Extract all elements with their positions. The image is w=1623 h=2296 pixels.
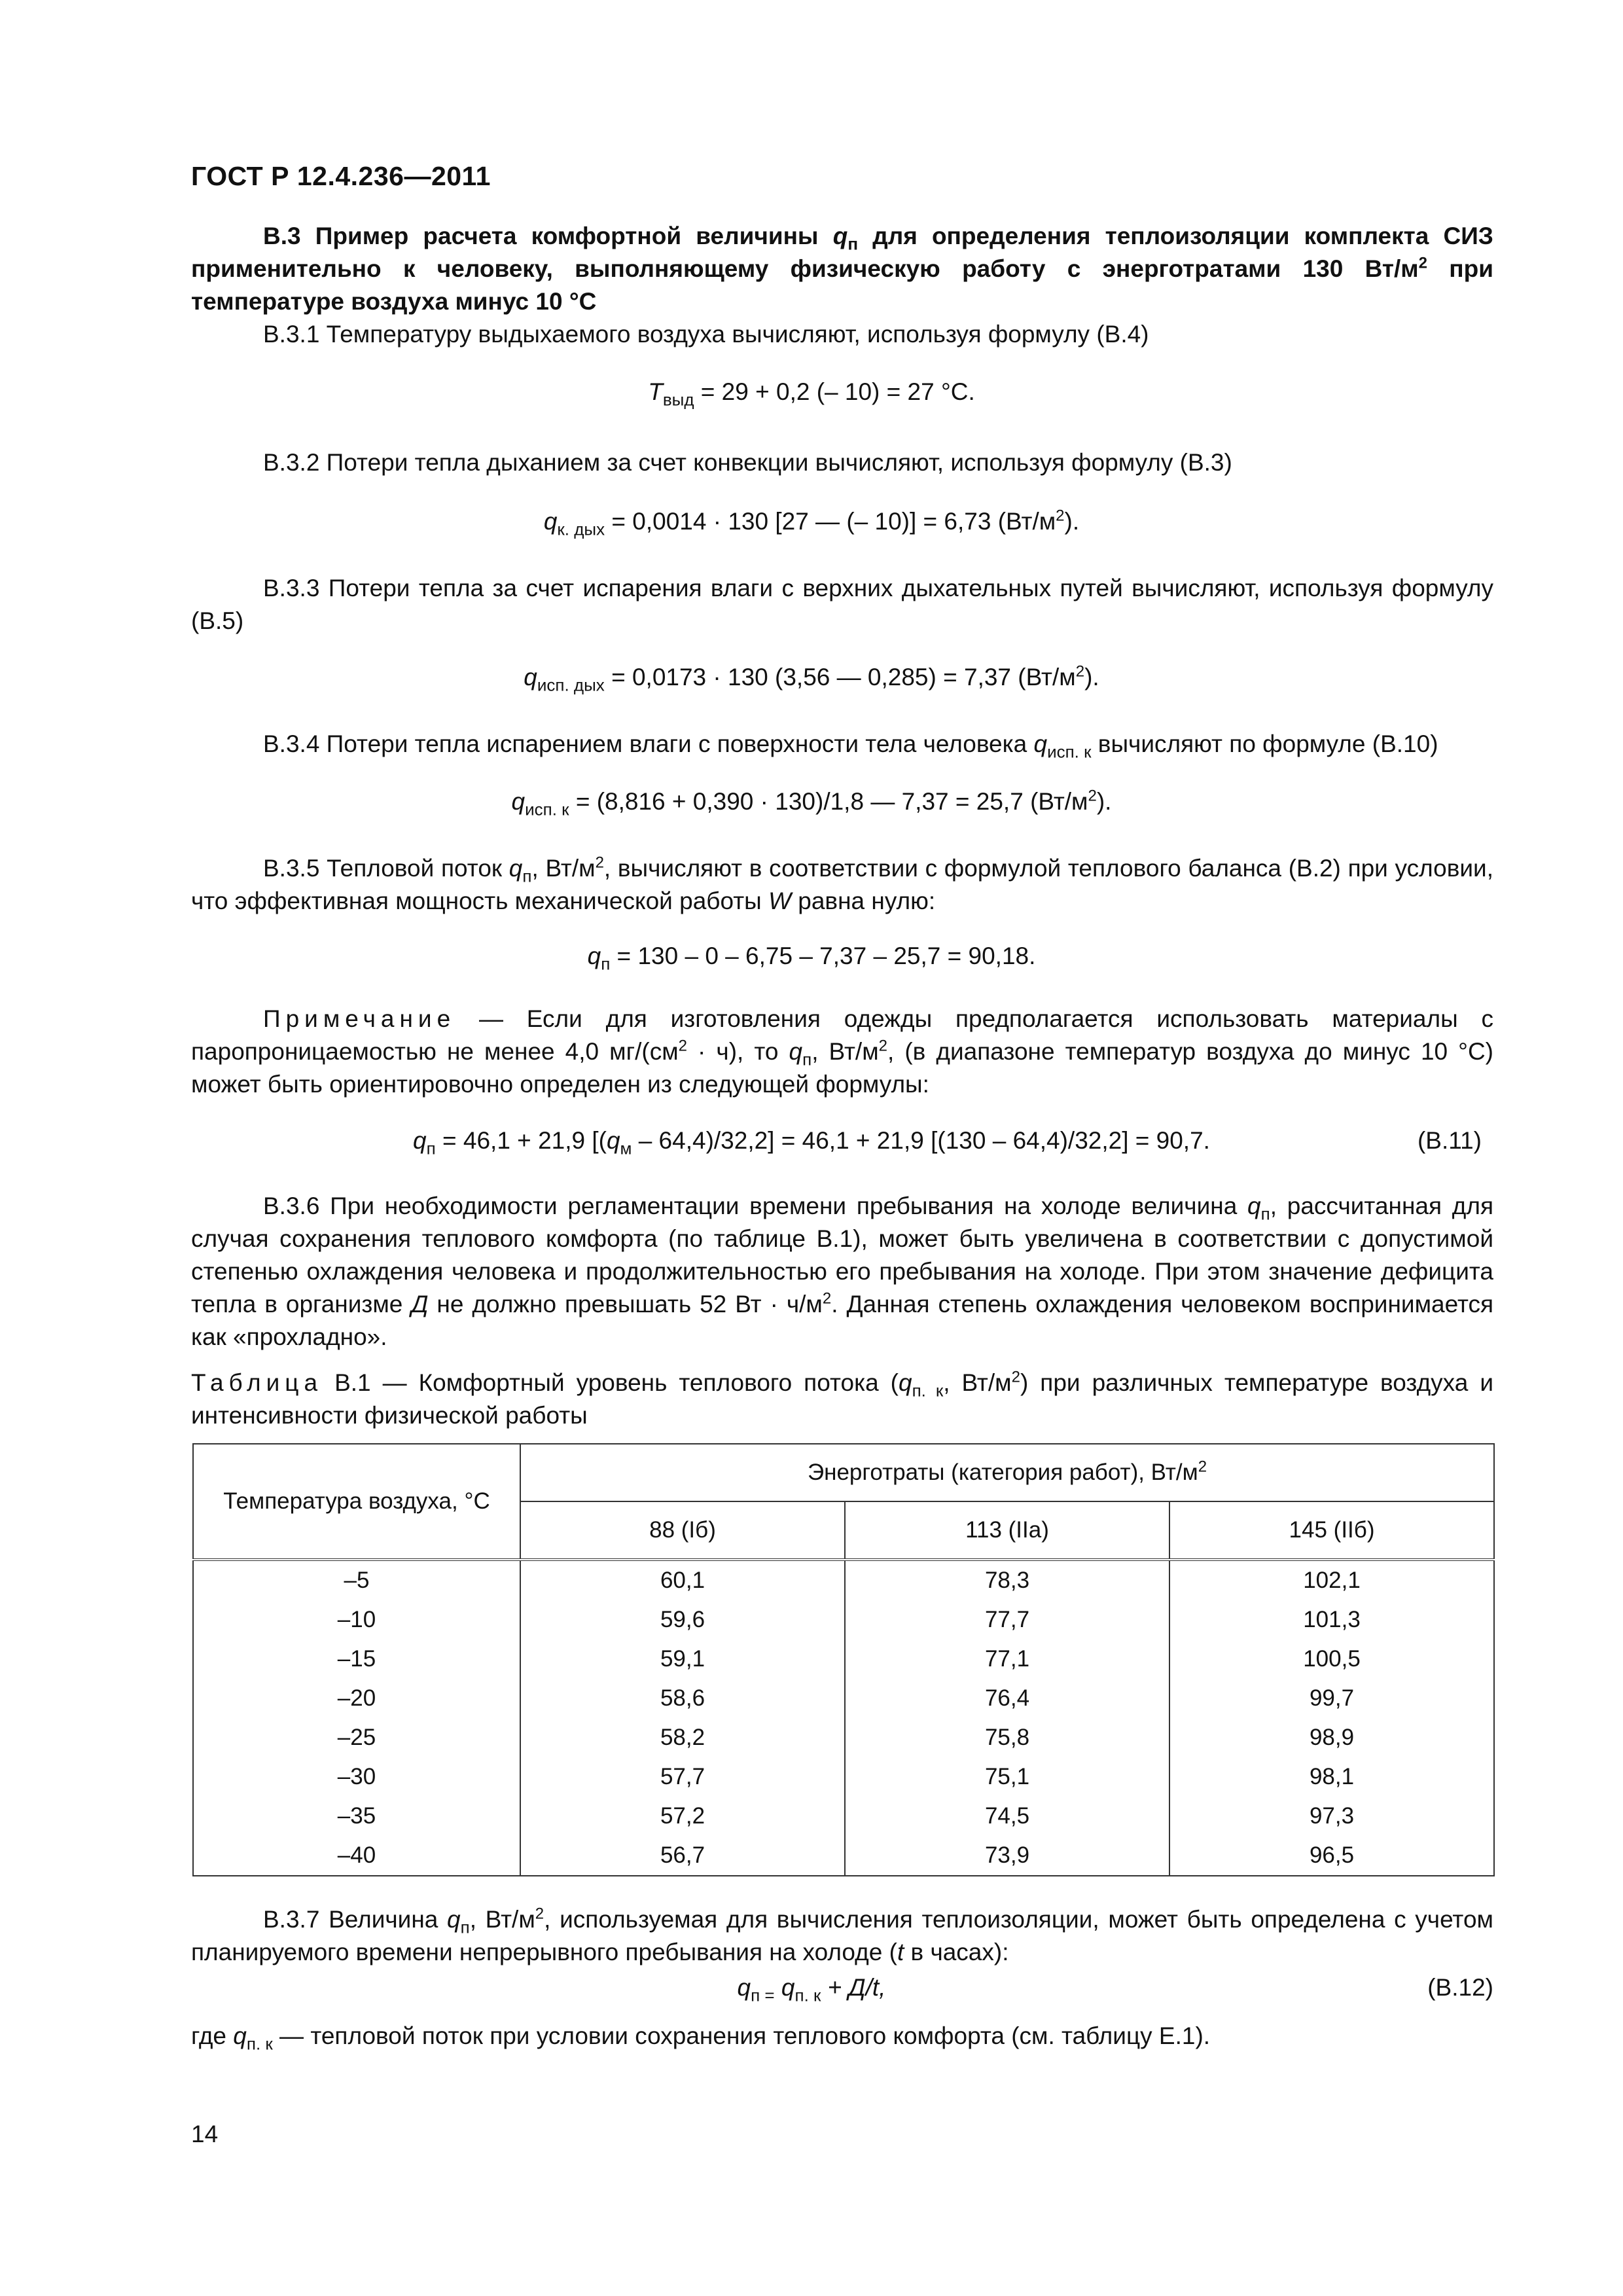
value-cell: 59,6 — [520, 1600, 845, 1640]
f-var: q — [774, 1974, 795, 2001]
text: равна нулю: — [791, 888, 936, 914]
f-sub: выд — [662, 389, 694, 410]
value-cell: 75,8 — [845, 1718, 1169, 1757]
value-cell: 100,5 — [1169, 1640, 1494, 1679]
f-sub: п = — [751, 1985, 775, 2005]
comfort-table — [192, 1443, 1495, 1876]
superscript: 2 — [595, 853, 604, 872]
caption-label: Таблица — [191, 1369, 323, 1396]
col-header-energy — [520, 1444, 1494, 1501]
superscript: 2 — [1198, 1458, 1207, 1476]
f-var: q — [524, 664, 537, 691]
f-var: q — [737, 1974, 751, 2001]
temperature-cell: –20 — [193, 1679, 520, 1718]
q-subscript: п — [1260, 1204, 1270, 1224]
q-symbol: q — [508, 855, 523, 882]
equation-number: (В.11) — [1417, 1127, 1482, 1154]
sub-header: 88 (Iб) — [520, 1501, 845, 1560]
f-rest: = 0,0014 · 130 [27 — (– 10)] = 6,73 (Вт/м — [605, 508, 1056, 535]
q-subscript: п — [460, 1917, 470, 1937]
text: , используемая для вычисления теплоизоляции, может быть определена с учетом планируемого времени непрерывного пребывания на холоде ( — [191, 1906, 1493, 1965]
f-sub: к. дых — [557, 519, 605, 539]
text: не должно превышать 52 Вт · ч/м — [428, 1291, 823, 1318]
value-cell: 60,1 — [520, 1560, 845, 1600]
superscript: 2 — [1418, 254, 1427, 272]
f-sub: исп. к — [525, 799, 569, 819]
f-var: T — [648, 378, 663, 405]
sub-header: 113 (IIа) — [845, 1501, 1169, 1560]
q-subscript: п. к — [246, 2034, 273, 2054]
value-cell: 102,1 — [1169, 1560, 1494, 1600]
f-sub: м — [620, 1138, 632, 1158]
value-cell: 96,5 — [1169, 1836, 1494, 1876]
table-row — [193, 1640, 1494, 1679]
title-text: при температуре воздуха минус 10 °С — [191, 255, 1493, 315]
f-var: q — [606, 1127, 620, 1154]
para-b31: В.3.1 Температуру выдыхаемого воздуха вычисляют, используя формулу (В.4) — [263, 321, 1149, 348]
temperature-cell: –15 — [193, 1640, 520, 1679]
text: — тепловой поток при условии сохранения теплового комфорта (см. таблицу Е.1). — [272, 2022, 1211, 2049]
q-symbol: q — [899, 1369, 912, 1396]
f-rest: = 130 – 0 – 6,75 – 7,37 – 25,7 = 90,18. — [610, 942, 1036, 969]
formula-b31 — [0, 378, 1623, 410]
q-subscript: п — [802, 1049, 812, 1069]
table-row — [193, 1679, 1494, 1718]
f-var: q — [511, 788, 526, 815]
document-header: ГОСТ Р 12.4.236—2011 — [191, 161, 491, 191]
formula-b12 — [0, 1974, 1623, 2005]
text: . Данная степень охлаждения человеком воспринимается как «прохладно». — [191, 1291, 1494, 1350]
table-row — [193, 1560, 1494, 1600]
note-label: Примечание — [263, 1005, 456, 1032]
formula-b11 — [0, 1127, 1623, 1158]
para-b36 — [191, 1190, 1493, 1354]
q-symbol: q — [1033, 730, 1048, 757]
para-b37 — [191, 1903, 1493, 1969]
formula-b34 — [0, 787, 1623, 819]
q-subscript: п — [847, 234, 859, 254]
value-cell: 74,5 — [845, 1797, 1169, 1836]
text: В.3.6 При необходимости регламентации времени пребывания на холоде величина — [263, 1193, 1248, 1219]
f-mid: = 46,1 + 21,9 [( — [435, 1127, 607, 1154]
q-symbol: q — [832, 223, 848, 249]
q-subscript: п. к — [912, 1380, 944, 1401]
f-rest: – 64,4)/32,2] = 46,1 + 21,9 [(130 – 64,4)/32,2] = 90,7. — [632, 1127, 1210, 1154]
table-row — [193, 1600, 1494, 1640]
f-sub: исп. дых — [537, 675, 605, 695]
value-cell: 78,3 — [845, 1560, 1169, 1600]
f-rest: + Д/t, — [821, 1974, 886, 2001]
section-b3-title — [191, 220, 1493, 318]
value-cell: 57,7 — [520, 1757, 845, 1797]
q-symbol: q — [447, 1906, 461, 1933]
formula-b33 — [0, 662, 1623, 695]
para-b32: В.3.2 Потери тепла дыханием за счет конвекции вычисляют, используя формулу (В.3) — [263, 449, 1232, 476]
table-row — [193, 1757, 1494, 1797]
f-var: q — [587, 942, 601, 969]
table-row — [193, 1718, 1494, 1757]
value-cell: 98,1 — [1169, 1757, 1494, 1797]
para-b33: В.3.3 Потери тепла за счет испарения влаги с верхних дыхательных путей вычисляют, используя формулу (В.5) — [191, 575, 1493, 634]
text: , Вт/м — [943, 1369, 1012, 1396]
f-end: ). — [1096, 788, 1112, 815]
temperature-cell: –35 — [193, 1797, 520, 1836]
title-text: В.3 Пример расчета комфортной величины — [263, 223, 833, 249]
text: , вычисляют в соответствии с формулой теплового баланса (В.2) при условии, что эффективная мощность механической работы — [191, 855, 1493, 914]
table-row — [193, 1836, 1494, 1876]
text: Энерготраты (категория работ), Вт/м — [807, 1460, 1198, 1485]
f-sub: п. к — [794, 1985, 821, 2005]
t-symbol: t — [897, 1939, 904, 1965]
text: , (в диапазоне температур воздуха до минус 10 °С) может быть ориентировочно определен из следующей формулы: — [191, 1038, 1493, 1098]
temperature-cell: –30 — [193, 1757, 520, 1797]
superscript: 2 — [678, 1037, 687, 1055]
value-cell: 73,9 — [845, 1836, 1169, 1876]
col-header-temperature: Температура воздуха, °С — [193, 1444, 520, 1560]
text: В.3.5 Тепловой поток — [263, 855, 509, 882]
text: , рассчитанная для случая сохранения теплового комфорта (по таблице В.1), может быть увеличена в соответствии с допустимой степенью охлаждения человека и продолжительностью его пребывания на холоде. При этом значение дефицита тепла в организме — [191, 1193, 1493, 1318]
text: где — [191, 2022, 234, 2049]
q-subscript: п — [522, 866, 532, 886]
table-row — [193, 1797, 1494, 1836]
f-var: q — [413, 1127, 427, 1154]
value-cell: 76,4 — [845, 1679, 1169, 1718]
text: — Если для изготовления одежды предполагается использовать материалы с паропроницаемостью не менее 4,0 мг/(см — [191, 1005, 1493, 1065]
value-cell: 59,1 — [520, 1640, 845, 1679]
superscript: 2 — [822, 1289, 832, 1308]
temperature-cell: –40 — [193, 1836, 520, 1876]
text: В.3.7 Величина — [263, 1906, 448, 1933]
f-end: ). — [1064, 508, 1080, 535]
value-cell: 75,1 — [845, 1757, 1169, 1797]
text: , Вт/м — [812, 1038, 879, 1065]
text: в часах): — [904, 1939, 1009, 1965]
w-symbol: W — [768, 888, 791, 914]
value-cell: 97,3 — [1169, 1797, 1494, 1836]
value-cell: 58,6 — [520, 1679, 845, 1718]
f-var: q — [543, 508, 558, 535]
text: · ч), то — [687, 1038, 789, 1065]
value-cell: 56,7 — [520, 1836, 845, 1876]
f-sub: п — [426, 1138, 436, 1158]
f-sup: 2 — [1075, 662, 1085, 681]
f-sup: 2 — [1056, 507, 1065, 525]
f-rest: = (8,816 + 0,390 · 130)/1,8 — 7,37 = 25,7 (Вт/м — [569, 788, 1088, 815]
text: В.3.4 Потери тепла испарением влаги с поверхности тела человека — [263, 730, 1034, 757]
sub-header: 145 (IIб) — [1169, 1501, 1494, 1560]
f-sub: п — [601, 954, 611, 974]
f-rest: = 29 + 0,2 (– 10) = 27 °С. — [694, 378, 975, 405]
temperature-cell: –5 — [193, 1560, 520, 1600]
d-symbol: Д — [411, 1291, 429, 1318]
q-subscript: исп. к — [1047, 742, 1092, 762]
superscript: 2 — [535, 1905, 544, 1923]
q-symbol: q — [1247, 1193, 1261, 1219]
f-rest: = 0,0173 · 130 (3,56 — 0,285) = 7,37 (Вт/м — [604, 664, 1076, 691]
temperature-cell: –10 — [193, 1600, 520, 1640]
f-sup: 2 — [1088, 787, 1097, 805]
value-cell: 99,7 — [1169, 1679, 1494, 1718]
text: ) при различных температуре воздуха и интенсивности физической работы — [191, 1369, 1493, 1429]
title-text: для определения теплоизоляции комплекта СИЗ применительно к человеку, выполняющему физическую работу с энерготратами 130 Вт/м — [191, 223, 1493, 282]
value-cell: 77,7 — [845, 1600, 1169, 1640]
equation-number: (В.12) — [1427, 1974, 1493, 2001]
value-cell: 58,2 — [520, 1718, 845, 1757]
formula-b35 — [0, 942, 1623, 974]
temperature-cell: –25 — [193, 1718, 520, 1757]
text: , Вт/м — [531, 855, 596, 882]
value-cell: 77,1 — [845, 1640, 1169, 1679]
text: В.1 — Комфортный уровень теплового потока ( — [323, 1369, 899, 1396]
text: , Вт/м — [469, 1906, 535, 1933]
table-caption — [191, 1367, 1493, 1432]
value-cell: 101,3 — [1169, 1600, 1494, 1640]
para-b35 — [191, 852, 1493, 918]
value-cell: 57,2 — [520, 1797, 845, 1836]
para-b34 — [191, 728, 1493, 761]
superscript: 2 — [878, 1037, 888, 1055]
formula-b32 — [0, 507, 1623, 539]
superscript: 2 — [1011, 1368, 1020, 1386]
note-paragraph — [191, 1003, 1493, 1101]
q-symbol: q — [789, 1038, 803, 1065]
value-cell: 98,9 — [1169, 1718, 1494, 1757]
where-clause — [191, 2020, 1493, 2053]
text: вычисляют по формуле (В.10) — [1091, 730, 1438, 757]
q-symbol: q — [233, 2022, 247, 2049]
page-number: 14 — [191, 2121, 219, 2147]
f-end: ). — [1084, 664, 1099, 691]
